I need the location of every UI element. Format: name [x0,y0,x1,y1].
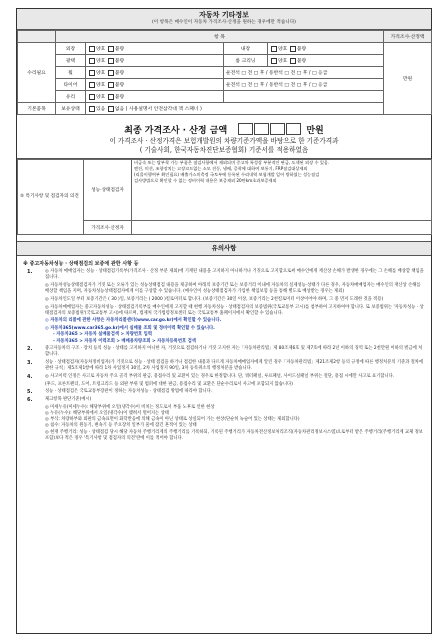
checkbox[interactable] [271,46,277,52]
repair-table [17,30,432,115]
notice-item: 4. ◎ 사고이력 인정은 사고로 자동차 주요 골격 부위의 판금, 용접수리 및 교환이 있는 경우로 한정합니다. 단, 쿼터패널, 루프패널, 사이드실패널 부위는 절단, 용접 시에만 사고로 표기합니다. (후드, 프론트펜더, 도어, 트렁크리드 등 외판 부위 및 범퍼에 대한 판금, 용접수리 및 교환은 단순수리로서 사고에 포함되지 않습니다) [27,374,395,387]
notice-heading: 유의사항 [17,241,431,256]
row-label: 내장 [224,43,268,55]
opinion-table [17,159,432,235]
checkbox[interactable] [271,58,277,64]
condition-options: 양호 불량 [268,55,384,67]
row-label: 유리 [56,91,86,103]
row-label: 룸 크리닝 [224,55,268,67]
condition-options: 양호 불량 [86,67,224,79]
final-price-block [17,115,431,159]
col-price-header: 가격조사·산정액 [384,31,432,43]
final-price-note-2: ( 기술사회, 한국자동차진단보증협회) 기준서를 적용하였음 [139,146,309,154]
checkbox[interactable] [89,58,95,64]
price-examiner-remarks [132,221,432,235]
price-digit-box[interactable] [238,123,253,135]
price-examiner-label: 가격조사·산정자 [84,221,132,235]
notice-section-title: ※ 중고자동차성능 · 상태점검의 보증에 관한 사항 등 [23,261,139,267]
form-subtitle: (이 항목은 매수인이 자동차 가격조사·산정을 원하는 경우에만 적습니다) [152,20,296,25]
price-unit: 만원 [384,43,432,115]
checkbox[interactable] [108,58,114,64]
checkbox[interactable] [290,58,296,64]
row-label: 휠 [56,67,86,79]
inspection-form [16,8,432,634]
notice-item: 2. 중고자동차의 구조 · 장치 등의 성능 · 상태를 고지하지 아니한 자, 거짓으로 점검하거나 거짓 고지한 자는「자동차관리법」제 80조제6호 및 제7호에 따라 2년 이하의 징역 또는 2천만원 이하의 벌금에 처합니다. [27,346,423,358]
inspector-label: 성능·상태점검자 [84,160,132,221]
condition-options: 양호 불량 [86,79,224,91]
position-options: 운전석 □ 전 □ 후 / 동반석 □ 전 □ 후 / □ 응급 [224,67,384,79]
basic-items-sub: 보유상태 [56,103,86,115]
col-item-header: 항 목 [56,31,384,43]
checkbox[interactable] [89,82,95,88]
checkbox[interactable] [108,106,114,112]
checkbox[interactable] [108,94,114,100]
condition-options: 양호 불량 [268,43,384,55]
final-price-note-1: 이 가격조사 · 산정가격은 보험개발원의 차량기준가액을 바탕으로 한 기준가격과 [109,137,339,145]
condition-options: 양호 불량 [86,43,224,55]
notice-item: 5. 성능 · 상태점검은 국토교통부장관이 정하는 자동차성능 · 상태점검 방법에 따라야 합니다. [27,389,213,396]
final-price-label: 최종 가격조사 · 산정 금액 [124,126,228,136]
row-label: 외장 [56,43,86,55]
checkbox[interactable] [89,46,95,52]
checkbox[interactable] [108,82,114,88]
row-label: 타이어 [56,79,86,91]
checkbox[interactable] [89,94,95,100]
notice-item: 1. ◎ 자동차 매매업자는 성능 · 상태점검기록부(가격조사 · 산정 부분 제외)에 기재된 내용을 고지하지 아니하거나 거짓으로 고지함으로써 매수인에게 재산상 손해가 발생한 경우에는 그 손해를 배상할 책임을 집니다. ◎ 자동차성능상태점검자가 거짓 또는 오류가 있는 성능상태점검 내용을 제공하여 아래의 보증기간 또는 보증거리 이내에 자동차의 실제성능·상태가 다른 경우, 자동차매매업자는 매수인의 재산상 손해를 배상할 책임을 지며, 자동차성능상태점검자에게 이를 구상할 수 있습니다. (매수인이 성능상태점검자가 가입한 책임보험 등을 통해 별도로 배상받는 경우는 제외) ◎ 자동차인도일 부터 보증기간은 ( 30 )일, 보증거리는 ( 2000 )킬로미터로 합니다. (보증기간은 30일 이상, 보증거리는 2천킬로미터 이상이어야 하며, 그 중 먼저 도래한 것을 적용) ◎ 자동차매매업자는 중고자동차성능 · 상태점검기록부를 매수인에게 고지할 때 현행 자동차성능 · 상태점검자의 보증범위(국토교통부 고시)를 첨부하여 고지하여야 합니다. 또 보증범위는 '자동차성능 · 상태점검자의 보증범위'(국토교통부 고시)에 따르며, 법제처 국가법령정보센터 또는 국토교통부 홈페이지에서 확인할 수 있습니다. ◎ 자동차의 리콜에 관한 사항은 자동차리콜센터(www.car.go.kr)에서 확인할 수 있습니다. ◎ 자동차365(www.car365.go.kr)에서 실매물 조회 및 정비이력 확인할 수 있습니다. - 자동차365 > 자동차 실매물검색 > 차량번호 입력 - 자동차365 > 자동차 이력조회 > 매매용차량조회 > 자동차등록번호 검색 [27,269,424,344]
form-title: 자동차 기타정보 [199,11,249,19]
price-digit-box[interactable] [270,123,285,135]
notice-item: 3. 성능 · 상태점검자(자동차정비업자)가 거짓으로 성능 · 상태 점검을 하거나 점검한 내용과 다르게 자동차매매업자에게 알린 경우「자동차관리법」제21조제2항 등의 규정에 따른 행정처분의 기준과 절차에 관한 규칙」제5조제1항에 따라 1차 사업정지 30일, 2차 사업정지 90일, 3차 등록취소의 행정처분을 받습니다. [27,360,424,372]
checkbox[interactable] [89,106,95,112]
checkbox[interactable] [89,70,95,76]
notice-item: 6. 체크항목 판단기준(예시) ◎ 미세누유(미세누수): 해당부위에 오일(냉각수)이 비치는 정도로서 부품 노후로 인한 현상 ◎ 누유(누수): 해당부위에서 오일(냉각수)이 맺혀서 떨어지는 상태 ◎ 부식: 차량하부와 외판의 금속표면이 화학반응에 의해 금속이 아닌 상태로 상실되어 가는 현상(단순히 녹슬어 있는 상태는 제외합니다) ◎ 침수: 자동차의 원동기, 변속기 등 주요장치 일부가 물에 잠긴 흔적이 있는 상태 ◎ 현재 주행거리: 성능 · 상태점검 당시 해당 자동차 주행거리계의 주행거리를 기록하되, 기록된 주행거리가 자동차전산정보처리조직(자동차관리정보시스템)으로부터 받은 주행거리(주행거리계 교체 정보 포함)보다 적은 경우 '특기사항 및 점검자의 의견'란에 이를 적어야 합니다. [27,397,423,441]
basic-items-options: 있음 없음 ( 사용설명서 안전삼각대 잭 스패너 ) [86,103,384,115]
repair-group-label: 수리필요 [18,43,56,103]
position-options: 운전석 □ 전 □ 후 / 동반석 □ 전 □ 후 / □ 응급 [224,79,384,91]
condition-options: 양호 불량 [86,55,224,67]
opinion-label: ⑤ 특기사항 및 점검자의 의견 [18,160,84,235]
condition-options: 양호 불량 [86,91,224,103]
checkbox[interactable] [290,46,296,52]
price-digit-box[interactable] [286,123,301,135]
checkbox[interactable] [108,70,114,76]
checkbox[interactable] [108,46,114,52]
row-label: 광택 [56,55,86,67]
inspector-remarks: 비금속 또는 탈부착 가능 부품은 점검사항에서 제외되며 중고차 특성상 부분적인 판금, 도색된 외장 수 있음. 엔진, 미션, 조향장치는 고장코드없는 소모 진동, 냉배, 증착에 대하여 보통기, FRP점검대상제외 (리콜이행여부 확인필요) 배출가스미측정 국토부에 등록된 수리내역 보험개발 일어 방하였는 성능점검 검사방법으로 확인할 수 없는 정비이력 내용은 보증제외 20만km초과보증제외 [132,160,432,221]
price-digit-box[interactable] [254,123,269,135]
basic-items-label: 기본품목 [18,103,56,115]
final-price-unit: 만원 [306,126,324,136]
form-header [17,9,431,30]
